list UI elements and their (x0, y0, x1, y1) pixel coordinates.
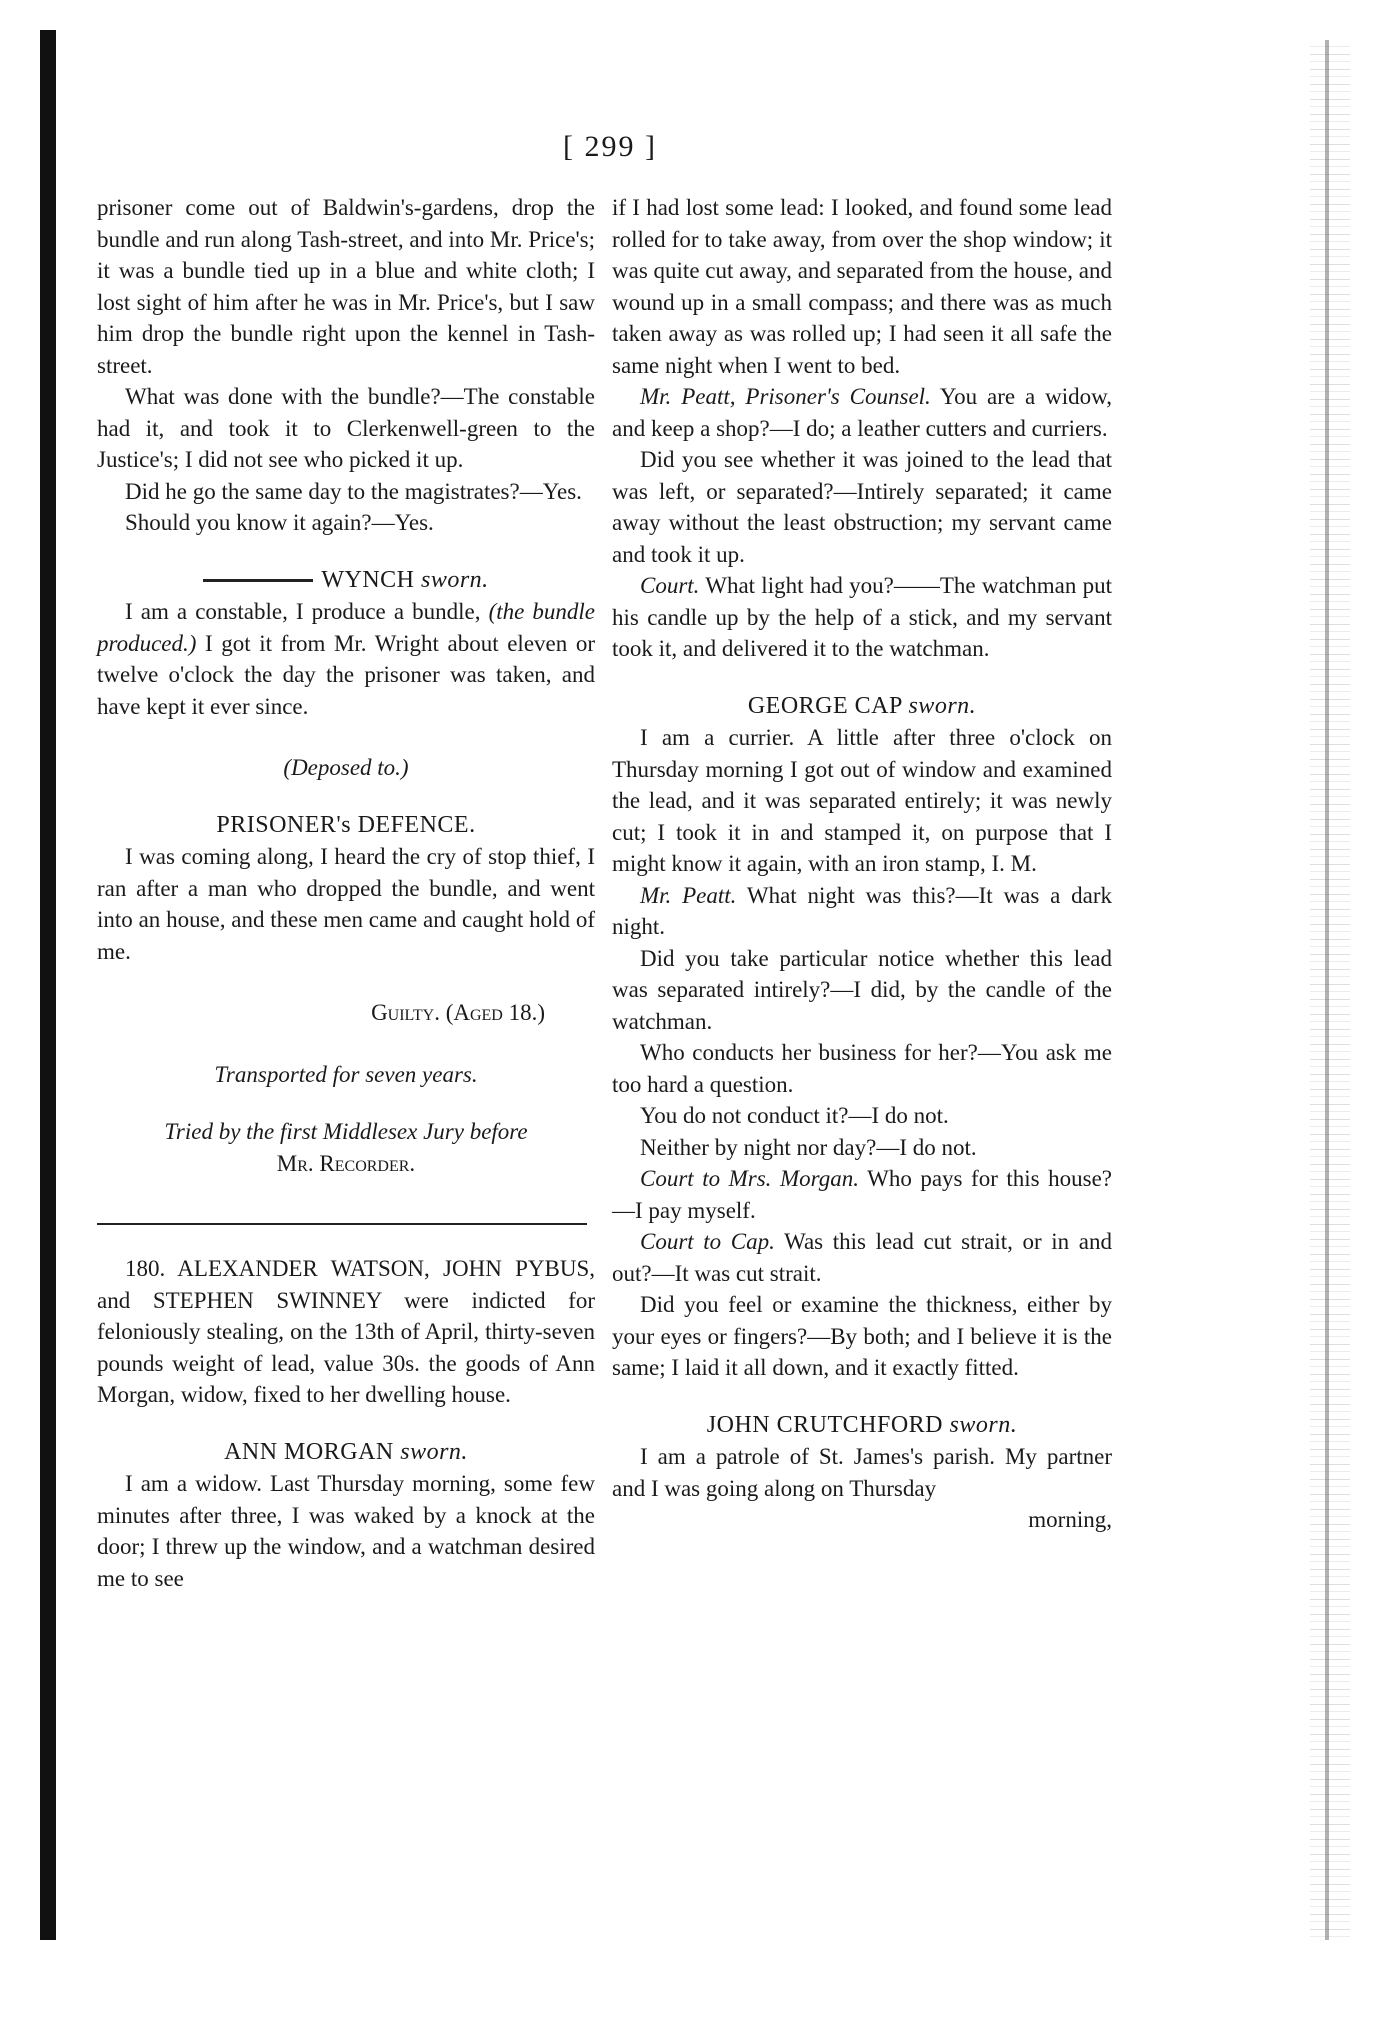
speaker-label: Mr. Peatt. (640, 882, 737, 908)
paragraph: I was coming along, I heard the cry of stop thief, I ran after a man who dropped the bundle, and went into an house, and these men came and caught hold of me. (97, 844, 595, 964)
paragraph (612, 570, 1112, 665)
right-column (612, 192, 1112, 1536)
paragraph (612, 1163, 1112, 1226)
text-span: What light had you?——The watchman put his candle up by the help of a stick, and my servant took it, and delivered it to the watchman. (612, 573, 1112, 661)
witness-name: JOHN CRUTCHFORD (706, 1411, 943, 1438)
text-span: Was this lead cut strait, or in and out?—It was cut strait. (612, 1229, 1112, 1286)
paragraph: I am a currier. A little after three o'clock on Thursday morning I got out of window and examined the lead, and it was separated entirely; it was newly cut; I took it in and stamped it, on purpose that I might know it again, with an iron stamp, I. M. (612, 725, 1112, 876)
sentence (97, 1059, 595, 1091)
tried-note (97, 1116, 595, 1179)
text-span: You are a widow, and keep a shop?—I do; a leather cutters and curriers. (612, 384, 1112, 441)
paragraph: Did you see whether it was joined to the lead that was left, or separated?—Intirely separated; it came away without the least obstruction; my servant came and took it up. (612, 447, 1112, 567)
case-text: ALEXANDER WATSON, JOHN PYBUS, and STEPHEN SWINNEY were indicted for feloniously stealing, on the 13th of April, thirty-seven pounds weight of lead, value 30s. the goods of Ann Morgan, widow, fixed to her dwelling house. (97, 1256, 595, 1407)
speaker-label: Court. (640, 573, 700, 598)
left-column (97, 192, 595, 1594)
italic-span: Tried by the first Middlesex Jury before (164, 1119, 528, 1144)
case-number: 180. (125, 1256, 166, 1281)
paragraph: Did you take particular notice whether this lead was separated intirely?—I did, by the candle of the watchman. (612, 945, 1112, 1034)
speaker-label: Court to Cap. (640, 1229, 775, 1254)
deposed-note (97, 752, 595, 784)
paragraph: Should you know it again?—Yes. (125, 510, 434, 535)
italic-span: Transported for seven years. (214, 1061, 478, 1087)
sworn-label: sworn. (420, 566, 489, 593)
verdict: Guilty. (Aged 18.) (371, 1000, 545, 1025)
page-edge-line (1325, 40, 1329, 1940)
paragraph (97, 596, 595, 722)
text-span: Who pays for this house?—I pay myself. (612, 1166, 1113, 1223)
paragraph: prisoner come out of Baldwin's-gardens, drop the bundle and run along Tash-street, and into Mr. Price's; it was a bundle tied up in a blue and white cloth; I lost sight of him after he was in Mr. Price's, but I saw him drop the bundle right upon the kennel in Tash-street. (97, 195, 595, 378)
binding-edge (40, 30, 56, 1940)
witness-name: ANN MORGAN (224, 1438, 394, 1465)
sworn-label: sworn. (949, 1411, 1018, 1438)
italic-span: (the bundle produced.) (97, 599, 596, 656)
paragraph: You do not conduct it?—I do not. (640, 1103, 949, 1128)
sworn-label: sworn. (400, 1438, 468, 1465)
paragraph (612, 1226, 1112, 1289)
defence-heading: PRISONER's DEFENCE. (216, 811, 476, 838)
paragraph: Did he go the same day to the magistrates?—Yes. (125, 478, 582, 504)
paragraph: Did you feel or examine the thickness, either by your eyes or fingers?—By both; and I believe it is the same; I laid it all down, and it exactly fitted. (612, 1292, 1112, 1380)
page-number: [ 299 ] (563, 130, 657, 163)
sworn-label: sworn. (908, 692, 977, 719)
text-span: What night was this?—It was a dark night. (612, 882, 1112, 939)
witness-heading-crutchford (612, 1410, 1112, 1442)
text-span: I got it from Mr. Wright about eleven or twelve o'clock the day the prisoner was taken, and have kept it ever since. (97, 630, 595, 719)
witness-heading-cap (612, 691, 1112, 723)
paragraph (612, 381, 1112, 444)
witness-name: GEORGE CAP (747, 692, 902, 719)
speaker-label: Mr. Peatt, Prisoner's Counsel. (640, 384, 931, 409)
witness-heading-morgan (97, 1437, 595, 1469)
case-paragraph (97, 1253, 595, 1411)
page-edge-shadow (1310, 40, 1350, 1940)
paragraph: Neither by night nor day?—I do not. (640, 1134, 977, 1160)
paragraph (612, 880, 1112, 943)
catchword: morning, (1028, 1507, 1112, 1532)
text-span: I am a constable, I produce a bundle, (125, 599, 481, 624)
section-rule (97, 1223, 587, 1225)
speaker-label: Court to Mrs. Morgan. (640, 1166, 859, 1191)
witness-heading-wynch (97, 565, 595, 597)
witness-name: WYNCH (321, 566, 415, 593)
paragraph: if I had lost some lead: I looked, and found some lead rolled for to take away, from over the shop window; it was quite cut away, and separated from the house, and wound up in a small compass; and there was as much taken away as was rolled up; I had seen it all safe the same night when I went to bed. (612, 195, 1112, 378)
paragraph: I am a widow. Last Thursday morning, some few minutes after three, I was waked by a knock at the door; I threw up the window, and a watchman desired me to see (97, 1471, 595, 1591)
paragraph: I am a patrole of St. James's parish. My partner and I was going along on Thursday (612, 1444, 1112, 1501)
paragraph: What was done with the bundle?—The constable had it, and took it to Clerkenwell-green to the Justice's; I did not see who picked it up. (97, 384, 595, 472)
heading-dash (203, 579, 313, 582)
paragraph: Who conducts her business for her?—You ask me too hard a question. (612, 1040, 1112, 1097)
recorder: Mr. Recorder. (276, 1150, 416, 1176)
italic-span: (Deposed to.) (283, 755, 409, 780)
